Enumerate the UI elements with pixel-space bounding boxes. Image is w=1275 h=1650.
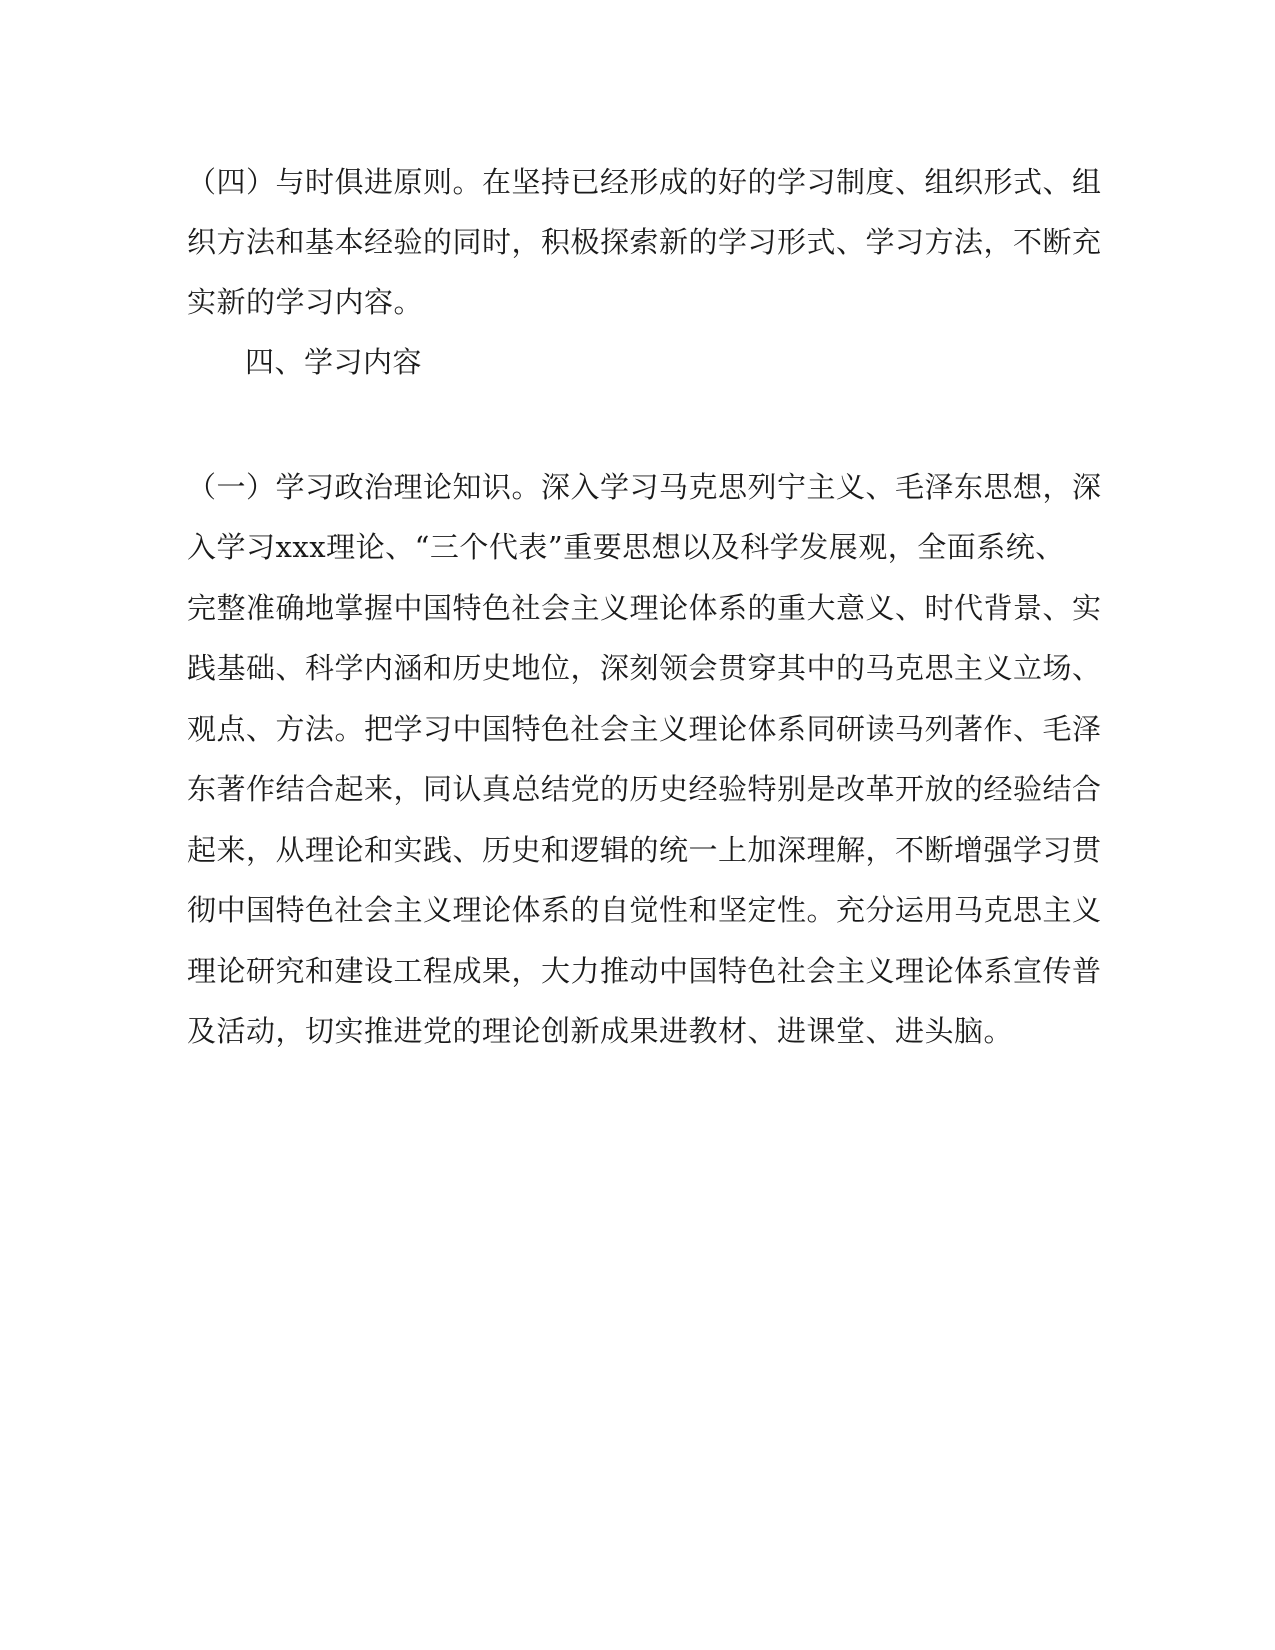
text-line: 理论研究和建设工程成果，大力推动中国特色社会主义理论体系宣传普	[187, 954, 1102, 988]
text-line: 及活动，切实推进党的理论创新成果进教材、进课堂、进头脑。	[187, 1014, 1014, 1048]
text-line: 践基础、科学内涵和历史地位，深刻领会贯穿其中的马克思主义立场、	[187, 651, 1102, 685]
text-line: 实新的学习内容。	[187, 285, 424, 319]
text-line: 起来，从理论和实践、历史和逻辑的统一上加深理解，不断增强学习贯	[187, 833, 1102, 867]
text-line: 织方法和基本经验的同时，积极探索新的学习形式、学习方法，不断充	[187, 225, 1102, 259]
section-heading: 四、学习内容	[245, 345, 423, 379]
text-line: 入学习xxx理论、“三个代表”重要思想以及科学发展观，全面系统、	[187, 530, 1065, 564]
text-line: 彻中国特色社会主义理论体系的自觉性和坚定性。充分运用马克思主义	[187, 893, 1102, 927]
text-line: 东著作结合起来，同认真总结党的历史经验特别是改革开放的经验结合	[187, 772, 1102, 806]
text-line: （四）与时俱进原则。在坚持已经形成的好的学习制度、组织形式、组	[187, 165, 1102, 199]
text-line: 观点、方法。把学习中国特色社会主义理论体系同研读马列著作、毛泽	[187, 712, 1102, 746]
text-line: 完整准确地掌握中国特色社会主义理论体系的重大意义、时代背景、实	[187, 591, 1102, 625]
text-line: （一）学习政治理论知识。深入学习马克思列宁主义、毛泽东思想，深	[187, 470, 1102, 504]
